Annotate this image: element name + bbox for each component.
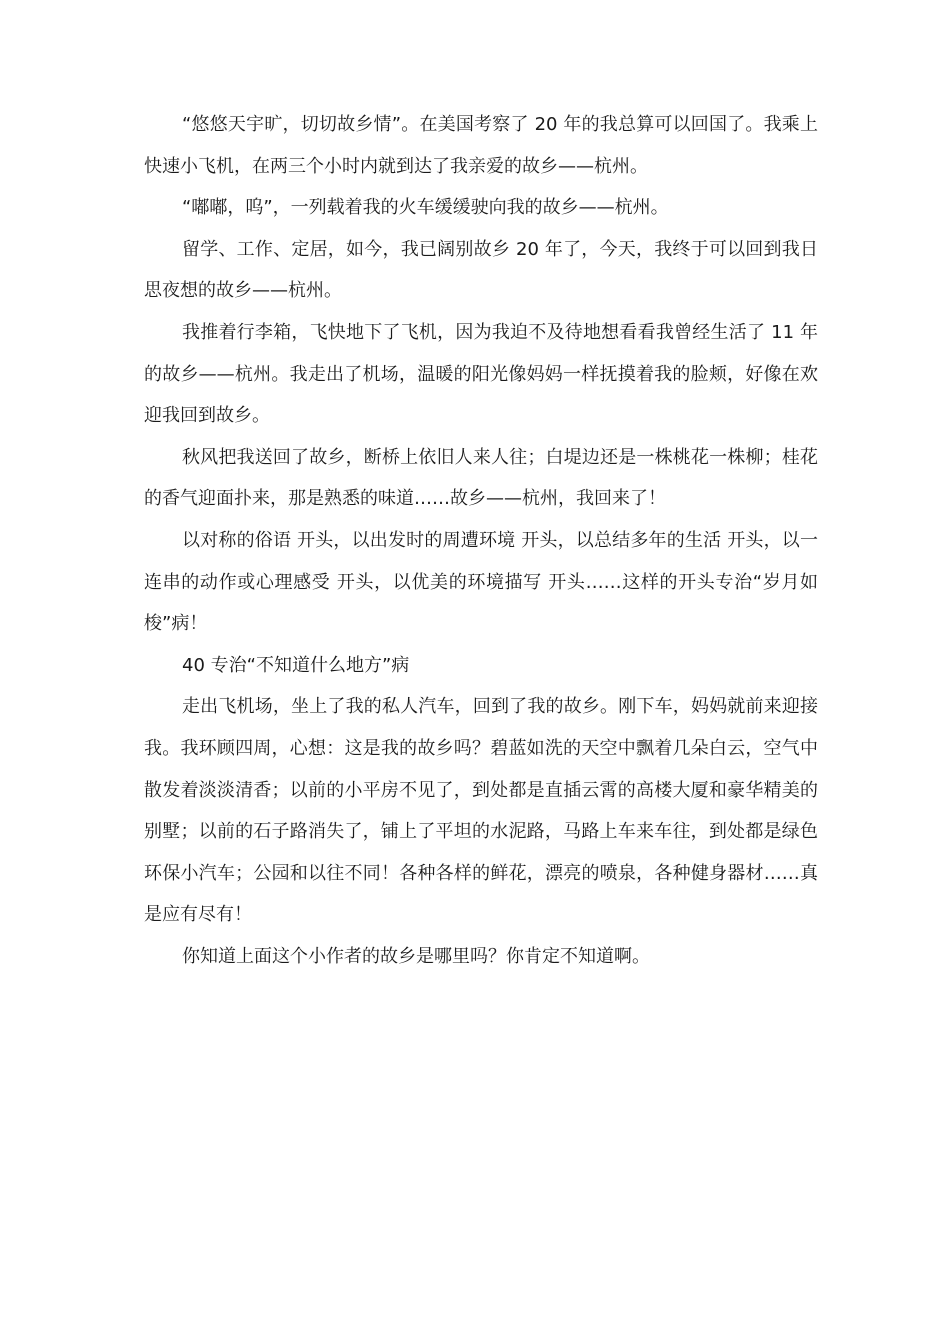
paragraph-suitcase: 我推着行李箱，飞快地下了飞机，因为我迫不及待地想看看我曾经生活了 11 年的故乡——杭州。我走出了机场，温暖的阳光像妈妈一样抚摸着我的脸颊，好像在欢迎我回到故乡。	[144, 321, 818, 427]
paragraph-hometown-return: “悠悠天宇旷，切切故乡情”。在美国考察了 20 年的我总算可以回国了。我乘上快速小飞机，在两三个小时内就到达了我亲爱的故乡——杭州。	[144, 114, 818, 177]
paragraph-opening-summary: 以对称的俗语 开头，以出发时的周遭环境 开头，以总结多年的生活 开头，以一连串的动作或心理感受 开头，以优美的环境描写 开头……这样的开头专治“岁月如梭”病！	[144, 529, 818, 635]
document-body	[144, 104, 818, 977]
paragraph-question: 你知道上面这个小作者的故乡是哪里吗？你肯定不知道啊。	[182, 945, 650, 967]
paragraph-airport-description: 走出飞机场，坐上了我的私人汽车，回到了我的故乡。刚下车，妈妈就前来迎接我。我环顾四周，心想：这是我的故乡吗？碧蓝如洗的天空中飘着几朵白云，空气中散发着淡淡清香；以前的小平房不见了，到处都是直插云霄的高楼大厦和豪华精美的别墅；以前的石子路消失了，铺上了平坦的水泥路，马路上车来车往，到处都是绿色环保小汽车；公园和以往不同！各种各样的鲜花，漂亮的喷泉，各种健身器材……真是应有尽有！	[144, 696, 818, 926]
paragraph-train: “嘟嘟，呜”，一列载着我的火车缓缓驶向我的故乡——杭州。	[182, 197, 669, 219]
paragraph-study-abroad: 留学、工作、定居，如今，我已阔别故乡 20 年了，今天，我终于可以回到我日思夜想的故乡——杭州。	[144, 238, 818, 302]
paragraph-autumn-wind: 秋风把我送回了故乡，断桥上依旧人来人往；白堤边还是一株桃花一株柳；桂花的香气迎面扑来，那是熟悉的味道……故乡——杭州，我回来了！	[144, 446, 818, 510]
section-heading-40: 40 专治“不知道什么地方”病	[182, 654, 410, 676]
